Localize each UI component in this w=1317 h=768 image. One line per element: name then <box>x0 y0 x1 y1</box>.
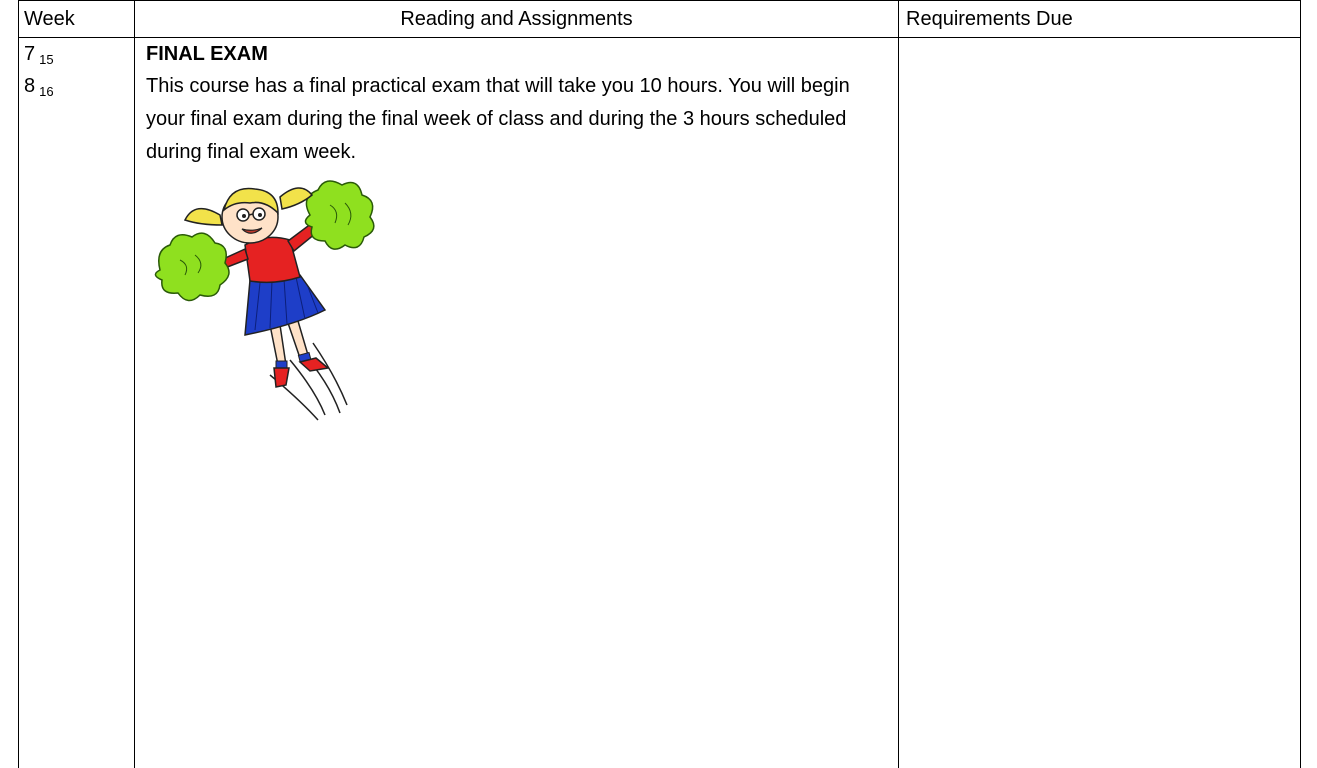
table-header-row <box>19 1 1301 38</box>
week-sub: 15 <box>39 52 54 67</box>
schedule-table <box>18 0 1301 768</box>
table-row <box>19 38 1301 768</box>
header-requirements: Requirements Due <box>899 1 1301 38</box>
week-sub: 16 <box>39 84 54 99</box>
requirements-cell <box>899 38 1301 768</box>
final-exam-description: This course has a final practical exam that will take you 10 hours. You will begin your final exam during the final week of class and during the 3 hours scheduled during final exam week. <box>146 75 850 163</box>
week-number: 7 <box>24 43 36 65</box>
week-number: 8 <box>24 75 36 97</box>
reading-cell <box>135 38 899 768</box>
header-week: Week <box>19 1 135 38</box>
cheerleader-icon <box>150 175 390 425</box>
week-cell <box>19 38 135 768</box>
header-reading: Reading and Assignments <box>135 1 899 38</box>
week-entry <box>24 70 134 102</box>
final-exam-title: FINAL EXAM <box>146 43 268 65</box>
week-entry <box>24 38 134 70</box>
